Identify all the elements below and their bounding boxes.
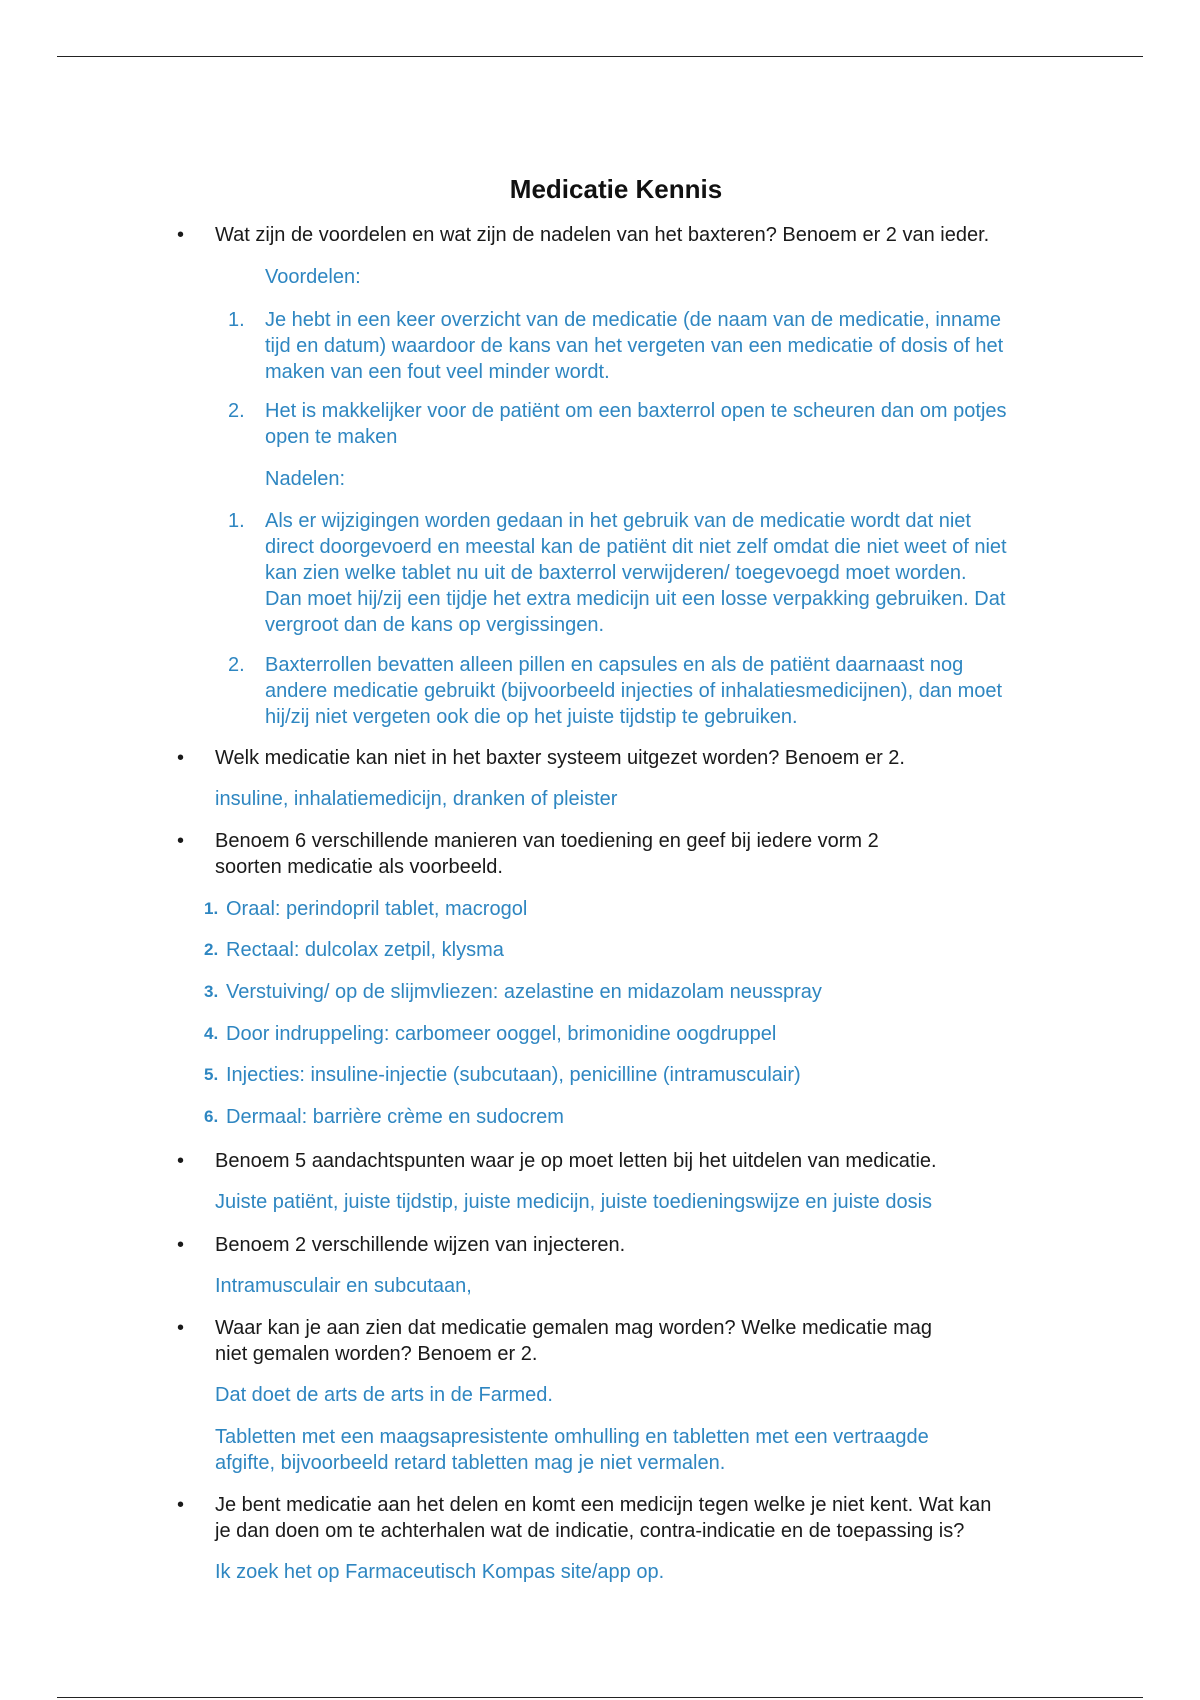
nadelen-label: Nadelen: bbox=[265, 468, 346, 490]
answer-text: Juiste patiënt, juiste tijdstip, juiste medicijn, juiste toedieningswijze en juiste dosis bbox=[215, 1191, 933, 1213]
answer-text: Ik zoek het op Farmaceutisch Kompas site/app op. bbox=[215, 1561, 665, 1583]
voordelen-label: Voordelen: bbox=[265, 266, 361, 288]
list-number: 4. bbox=[204, 1024, 219, 1043]
list-number: 2. bbox=[204, 940, 219, 959]
bullet-icon: • bbox=[177, 1317, 185, 1339]
header-rule bbox=[57, 56, 1143, 57]
question-6: • Waar kan je aan zien dat medicatie gemalen mag worden? Welke medicatie mag niet gemalen worden? Benoem er 2. bbox=[177, 1317, 933, 1365]
bullet-icon: • bbox=[177, 1494, 185, 1516]
list-number: 1. bbox=[228, 309, 245, 331]
question-1 bbox=[177, 222, 1115, 248]
list-number: 5. bbox=[204, 1065, 219, 1084]
list-item: Verstuiving/ op de slijmvliezen: azelastine en midazolam neusspray bbox=[226, 981, 822, 1003]
answer-text: Intramusculair en subcutaan, bbox=[215, 1275, 472, 1297]
bullet-icon: • bbox=[177, 224, 185, 246]
list-number: 2. bbox=[228, 400, 245, 422]
question-text: Benoem 5 aandachtspunten waar je op moet letten bij het uitdelen van medicatie. bbox=[215, 1150, 937, 1172]
question-text: Wat zijn de voordelen en wat zijn de nadelen van het baxteren? Benoem er 2 van ieder. bbox=[215, 224, 990, 246]
bullet-icon: • bbox=[177, 830, 185, 852]
list-number: 1. bbox=[228, 510, 245, 532]
list-number: 3. bbox=[204, 982, 219, 1001]
list-item: Injecties: insuline-injectie (subcutaan), penicilline (intramusculair) bbox=[226, 1064, 801, 1086]
question-3: • Benoem 6 verschillende manieren van toediening en geef bij iedere vorm 2 soorten medicatie als voorbeeld. bbox=[177, 830, 879, 878]
bullet-icon: • bbox=[177, 747, 185, 769]
list-item: Rectaal: dulcolax zetpil, klysma bbox=[226, 939, 504, 961]
question-5 bbox=[177, 1232, 1115, 1258]
page-title: Medicatie Kennis bbox=[509, 174, 723, 204]
question-4 bbox=[177, 1148, 1115, 1174]
answer-text: Dat doet de arts de arts in de Farmed. bbox=[215, 1384, 553, 1406]
list-number: 6. bbox=[204, 1107, 219, 1126]
list-item: Dermaal: barrière crème en sudocrem bbox=[226, 1106, 564, 1128]
bullet-icon: • bbox=[177, 1150, 185, 1172]
list-item: Oraal: perindopril tablet, macrogol bbox=[226, 898, 528, 920]
answer-text: insuline, inhalatiemedicijn, dranken of pleister bbox=[215, 788, 618, 810]
list-item: Door indruppeling: carbomeer ooggel, brimonidine oogdruppel bbox=[226, 1023, 777, 1045]
list-item: Als er wijzigingen worden gedaan in het gebruik van de medicatie wordt dat niet direct doorgevoerd en meestal kan de patiënt dit niet zelf omdat die niet weet of niet kan zien welke tablet nu uit de baxterrol verwijderen/ toegevoegd moet worden. Dan moet hij/zij een tijdje het extra medicijn uit een losse verpakking gebruiken. Dat vergroot dan de kans op vergissingen. bbox=[265, 510, 1007, 636]
question-2 bbox=[177, 745, 1115, 771]
answer-text: Tabletten met een maagsapresistente omhulling en tabletten met een vertraagde afgifte, bijvoorbeeld retard tabletten mag je niet vermalen. bbox=[215, 1426, 929, 1474]
list-item: Je hebt in een keer overzicht van de medicatie (de naam van de medicatie, inname tijd en datum) waardoor de kans van het vergeten van een medicatie of dosis of het maken van een fout veel minder wordt. bbox=[265, 309, 1004, 383]
list-number: 1. bbox=[204, 899, 219, 918]
question-text: Welk medicatie kan niet in het baxter systeem uitgezet worden? Benoem er 2. bbox=[215, 747, 905, 769]
footer-rule bbox=[57, 1697, 1143, 1698]
list-item: Baxterrollen bevatten alleen pillen en capsules en als de patiënt daarnaast nog andere medicatie gebruikt (bijvoorbeeld injecties of inhalatiesmedicijnen), dan moet hij/zij niet vergeten ook die op het juiste tijdstip te gebruiken. bbox=[265, 654, 1003, 728]
question-text: Benoem 2 verschillende wijzen van injecteren. bbox=[215, 1234, 626, 1256]
list-number: 2. bbox=[228, 654, 245, 676]
bullet-icon: • bbox=[177, 1234, 185, 1256]
question-7: • Je bent medicatie aan het delen en komt een medicijn tegen welke je niet kent. Wat kan je dan doen om te achterhalen wat de indicatie, contra-indicatie en de toepassing is? bbox=[177, 1494, 992, 1542]
list-item: Het is makkelijker voor de patiënt om een baxterrol open te scheuren dan om potjes open te maken bbox=[265, 400, 1007, 448]
